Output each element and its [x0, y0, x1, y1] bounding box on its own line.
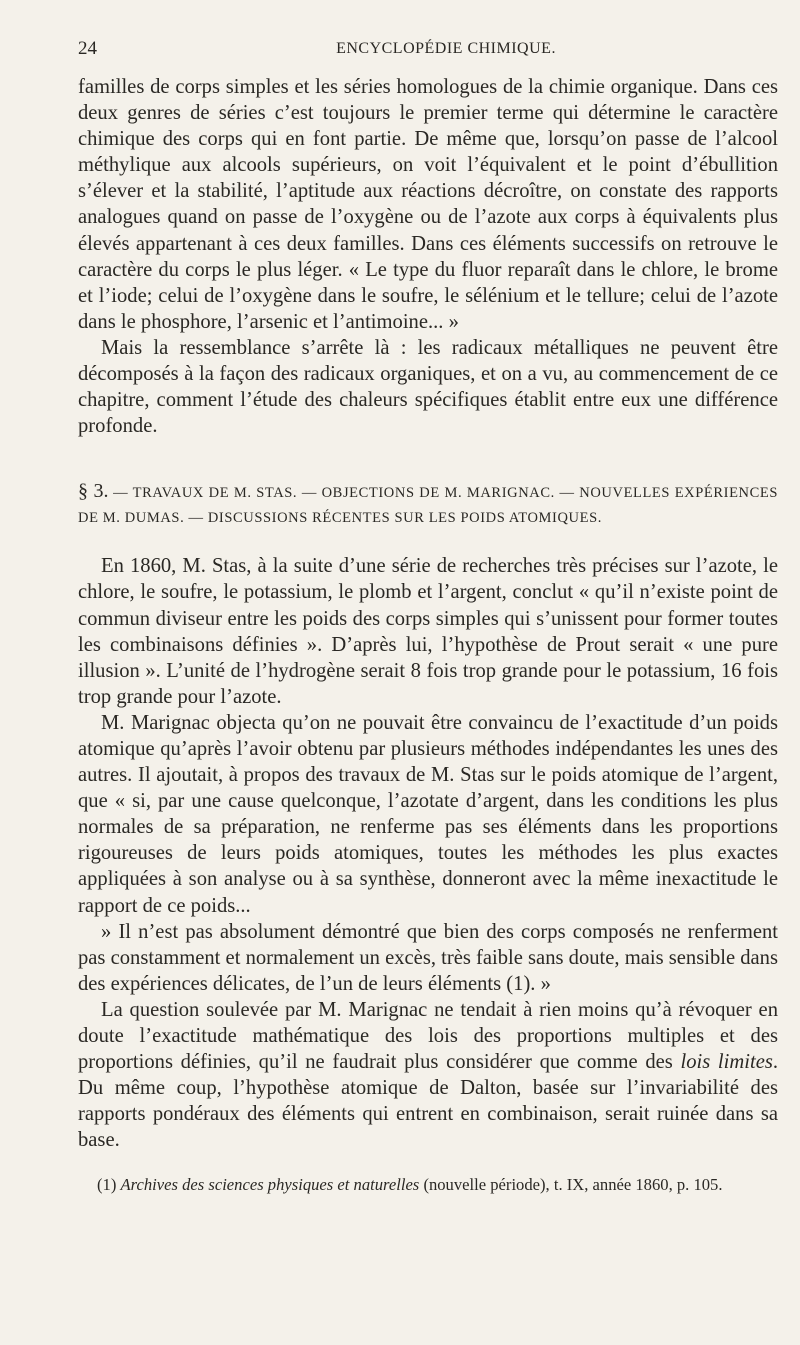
section-title: — TRAVAUX DE M. STAS. — OBJECTIONS DE M. MARIGNAC. — NOUVELLES EXPÉRIENCES DE M. DUMAS. — DISCUSSIONS RÉCENTES SUR LES POIDS ATOMIQUES. — [78, 485, 778, 527]
paragraph-6-italic: lois limites — [680, 1051, 773, 1074]
footnote-rest: (nouvelle période), t. IX, année 1860, p. 105. — [423, 1175, 723, 1195]
body-text — [78, 74, 778, 1153]
paragraph-6-start: La question soulevée par M. Marignac ne tendait à rien moins qu’à révoquer en doute l’exactitude mathématique des lois des proportions multiples et des proportions définies, qu’il ne faudrait plus considérer que comme des — [78, 998, 778, 1074]
page-number: 24 — [78, 38, 97, 59]
running-head: ENCYCLOPÉDIE CHIMIQUE. — [336, 40, 556, 57]
footnote-title: Archives des sciences physiques et naturelles — [120, 1175, 420, 1195]
section-heading — [78, 479, 778, 531]
paragraph-6 — [78, 997, 778, 1154]
paragraph-2: Mais la ressemblance s’arrête là : les radicaux métalliques ne peuvent être décomposés à la façon des radicaux organiques, et on a vu, au commencement de ce chapitre, comment l’étude des chaleurs spécifiques établit entre eux une différence profonde. — [78, 336, 778, 438]
footnote-marker: (1) — [97, 1175, 117, 1195]
footnote — [78, 1175, 778, 1195]
paragraph-1: familles de corps simples et les séries homologues de la chimie organique. Dans ces deux genres de séries c’est toujours le premier terme qui détermine le caractère chimique des corps qui en font partie. De même que, lorsqu’on passe de l’alcool méthylique aux alcools supérieurs, on voit l’équivalent et le point d’ébullition s’élever et la stabilité, l’aptitude aux réactions décroître, on constate des rapports analogues quand on passe de l’oxygène ou de l’azote aux corps à équivalents plus élevés appartenant à ces deux familles. Dans ces éléments successifs on retrouve le caractère du corps le plus léger. « Le type du fluor reparaît dans le chlore, le brome et l’iode; celui de l’oxygène dans le soufre, le sélénium et le tellure; celui de l’azote dans le phosphore, l’arsenic et l’antimoine... » — [78, 76, 778, 333]
paragraph-5: » Il n’est pas absolument démontré que bien des corps composés ne renferment pas constamment et normalement un excès, très faible sans doute, mais sensible dans des expériences délicates, de l’un de leurs éléments (1). » — [78, 920, 778, 995]
section-mark: § 3. — [78, 480, 109, 503]
page-header — [78, 38, 778, 68]
paragraph-3: En 1860, M. Stas, à la suite d’une série de recherches très précises sur l’azote, le chlore, le soufre, le potassium, le plomb et l’argent, conclut « qu’il n’existe point de commun diviseur entre les poids des corps simples qui s’unissent pour former toutes les combinaisons définies ». D’après lui, l’hypothèse de Prout serait « une pure illusion ». L’unité de l’hydrogène serait 8 fois trop grande pour le potassium, 16 fois trop grande pour l’azote. — [78, 555, 778, 708]
paragraph-6-end: . Du même coup, l’hypothèse atomique de Dalton, basée sur l’invariabilité des rapports pondéraux des éléments qui entrent en combinaison, serait ruinée dans sa base. — [78, 1051, 778, 1152]
paragraph-4: M. Marignac objecta qu’on ne pouvait être convaincu de l’exactitude d’un poids atomique qu’après l’avoir obtenu par plusieurs méthodes indépendantes les unes des autres. Il ajoutait, à propos des travaux de M. Stas sur le poids atomique de l’argent, que « si, par une cause quelconque, l’azotate d’argent, dans les conditions les plus normales de sa préparation, ne renferme pas ses éléments dans les proportions rigoureuses de leurs poids atomiques, toutes les méthodes les plus exactes appliquées à son analyse ou à sa synthèse, donneront avec la même inexactitude le rapport de ce poids... — [78, 711, 778, 917]
